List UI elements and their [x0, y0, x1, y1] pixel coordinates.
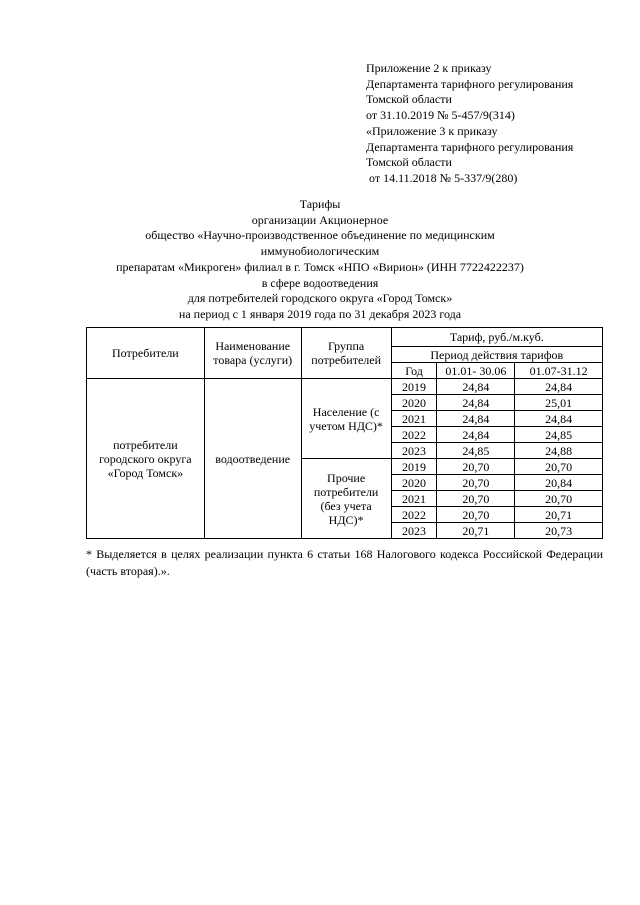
tariff-h1-cell: 20,70 [437, 491, 515, 507]
header-line: Приложение 2 к приказу [366, 61, 492, 75]
col-header-h2: 01.07-31.12 [515, 363, 603, 379]
group-cell: Прочие потребители (без учета НДС)* [301, 459, 391, 539]
tariff-h2-cell: 20,84 [515, 475, 603, 491]
tariff-h2-cell: 24,88 [515, 443, 603, 459]
year-cell: 2022 [391, 427, 437, 443]
tariff-h1-cell: 24,84 [437, 411, 515, 427]
group-cell: Население (с учетом НДС)* [301, 379, 391, 459]
year-cell: 2021 [391, 411, 437, 427]
header-line: Департамента тарифного регулирования [366, 139, 574, 154]
header-line: Департамента тарифного регулирования [366, 76, 574, 91]
title-line: в сфере водоотведения [261, 275, 379, 290]
table-row [87, 379, 603, 395]
col-header-consumers: Потребители [87, 328, 205, 379]
tariff-h2-cell: 20,73 [515, 523, 603, 539]
tariff-h2-cell: 24,85 [515, 427, 603, 443]
tariff-h1-cell: 20,71 [437, 523, 515, 539]
tariff-h1-cell: 24,84 [437, 379, 515, 395]
table-header-row [87, 328, 603, 347]
tariff-h1-cell: 24,84 [437, 395, 515, 411]
document-title [40, 197, 600, 323]
consumer-cell: потребители городского округа «Город Томск» [87, 379, 205, 539]
col-header-tariff: Тариф, руб./м.куб. [391, 328, 602, 347]
header-line: от 14.11.2018 № 5-337/9(280) [369, 170, 518, 185]
year-cell: 2019 [391, 379, 437, 395]
tariff-h2-cell: 20,70 [515, 459, 603, 475]
year-cell: 2023 [391, 443, 437, 459]
header-line: Томской области [366, 155, 452, 170]
header-line: от 31.10.2019 № 5-457/9(314) [366, 108, 515, 123]
tariff-h2-cell: 24,84 [515, 411, 603, 427]
tariff-h2-cell: 24,84 [515, 379, 603, 395]
year-cell: 2020 [391, 395, 437, 411]
tariff-h2-cell: 20,71 [515, 507, 603, 523]
tariff-h2-cell: 20,70 [515, 491, 603, 507]
title-line: общество «Научно-производственное объединение по медицинским [145, 228, 495, 243]
tariff-h1-cell: 24,84 [437, 427, 515, 443]
footnote: * Выделяется в целях реализации пункта 6 статьи 168 Налогового кодекса Российской Федерации (часть вторая).». [86, 547, 603, 578]
col-header-h1: 01.01- 30.06 [437, 363, 515, 379]
col-header-period: Период действия тарифов [391, 347, 602, 363]
tariff-h1-cell: 20,70 [437, 507, 515, 523]
tariff-h2-cell: 25,01 [515, 395, 603, 411]
title-line: на период с 1 января 2019 года по 31 декабря 2023 года [178, 306, 462, 321]
col-header-group: Группа потребителей [301, 328, 391, 379]
tariff-h1-cell: 20,70 [437, 475, 515, 491]
col-header-service: Наименование товара (услуги) [204, 328, 301, 379]
title-line: препаратам «Микроген» филиал в г. Томск «НПО «Вирион» (ИНН 7722422237) [116, 259, 524, 274]
order-header-block [366, 61, 616, 187]
tariff-h1-cell: 24,85 [437, 443, 515, 459]
col-header-year: Год [391, 363, 437, 379]
title-line: иммунобиологическим [260, 244, 380, 259]
year-cell: 2022 [391, 507, 437, 523]
title-line: для потребителей городского округа «Город Томск» [187, 291, 453, 306]
title-line: Тарифы [299, 197, 341, 211]
year-cell: 2020 [391, 475, 437, 491]
service-cell: водоотведение [204, 379, 301, 539]
header-line: «Приложение 3 к приказу [366, 123, 498, 138]
tariff-table [86, 327, 603, 539]
year-cell: 2023 [391, 523, 437, 539]
header-line: Томской области [366, 92, 452, 107]
tariff-h1-cell: 20,70 [437, 459, 515, 475]
title-line: организации Акционерное [251, 212, 389, 227]
year-cell: 2019 [391, 459, 437, 475]
year-cell: 2021 [391, 491, 437, 507]
